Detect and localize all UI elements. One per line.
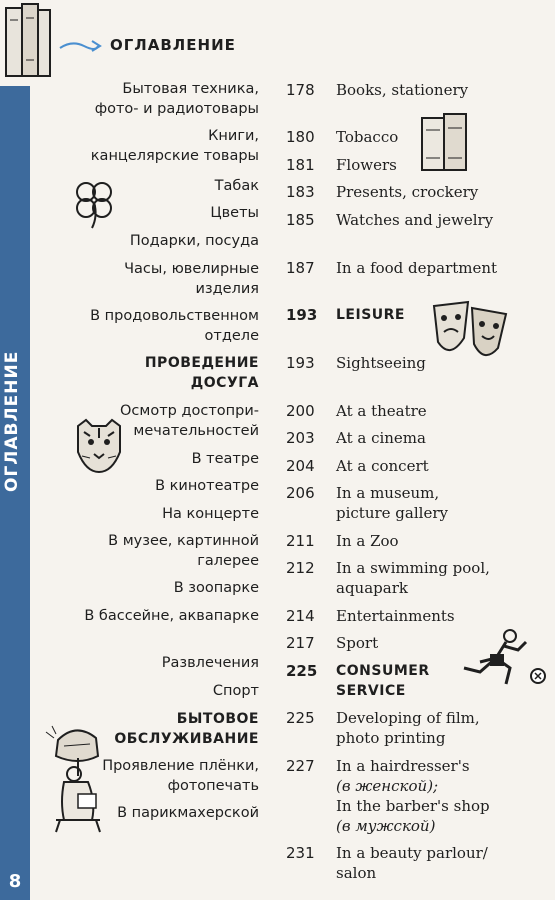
toc-en-entertainments[interactable]: Entertainments xyxy=(336,607,455,625)
toc-page-num[interactable]: 193 xyxy=(286,306,318,324)
toc-ru-cinema: В кинотеатре xyxy=(155,478,259,494)
toc-ru-watches xyxy=(124,259,259,299)
toc-ru-sport: Спорт xyxy=(212,683,259,699)
hair-dryer-icon xyxy=(42,722,110,834)
toc-en-concert[interactable]: At a concert xyxy=(336,457,429,475)
toc-ru-line: галерее xyxy=(197,553,259,569)
books-icon xyxy=(418,108,470,174)
clover-icon xyxy=(72,178,116,230)
side-tab xyxy=(0,86,30,900)
toc-en-sport[interactable]: Sport xyxy=(336,634,379,652)
toc-ru-pool: В бассейне, аквапарке xyxy=(84,608,259,624)
toc-ru-museum xyxy=(108,531,259,571)
toc-ru-line: В продовольственном xyxy=(90,308,259,324)
toc-en-hairdresser[interactable] xyxy=(336,756,551,836)
toc-page-num[interactable]: 204 xyxy=(286,457,315,475)
books-icon xyxy=(4,0,54,80)
theatre-masks-icon xyxy=(428,298,512,368)
toc-ru-line: БЫТОВОЕ xyxy=(176,711,259,727)
toc-ru-sightseeing xyxy=(120,401,259,441)
toc-ru-line: ОБСЛУЖИВАНИЕ xyxy=(114,731,259,747)
toc-ru-appliances xyxy=(95,79,259,119)
toc-en-line: In a beauty parlour/ xyxy=(336,844,488,862)
toc-en-section-leisure[interactable]: LEISURE xyxy=(336,307,405,323)
toc-ru-line: В музее, картинной xyxy=(108,533,259,549)
toc-en-line: In a hairdresser's xyxy=(336,757,470,775)
toc-ru-line: канцелярские товары xyxy=(90,148,259,164)
toc-en-line: photo printing xyxy=(336,729,446,747)
toc-page-num[interactable]: 200 xyxy=(286,402,315,420)
toc-page-num[interactable]: 185 xyxy=(286,211,315,229)
side-tab-label: ОГЛАВЛЕНИЕ xyxy=(2,350,22,492)
toc-page-num[interactable]: 225 xyxy=(286,709,315,727)
toc-en-museum[interactable] xyxy=(336,483,551,523)
toc-en-line: (в женской); xyxy=(336,777,439,795)
toc-en-tobacco[interactable]: Tobacco xyxy=(336,128,399,146)
toc-en-photo[interactable] xyxy=(336,708,551,748)
toc-en-line: salon xyxy=(336,864,377,882)
toc-en-line: picture gallery xyxy=(336,504,448,522)
toc-en-line: Developing of film, xyxy=(336,709,480,727)
toc-en-line: aquapark xyxy=(336,579,408,597)
toc-ru-line: Проявление плёнки, xyxy=(102,758,259,774)
toc-en-watches[interactable]: Watches and jewelry xyxy=(336,211,494,229)
toc-en-beauty[interactable] xyxy=(336,843,551,883)
toc-page-num[interactable]: 231 xyxy=(286,844,315,862)
toc-ru-flowers: Цветы xyxy=(210,205,259,221)
toc-page-num[interactable]: 181 xyxy=(286,156,315,174)
toc-en-cinema[interactable]: At a cinema xyxy=(336,429,426,447)
toc-page-num[interactable]: 225 xyxy=(286,662,318,680)
toc-ru-theatre: В театре xyxy=(191,451,259,467)
toc-page-num[interactable]: 217 xyxy=(286,634,315,652)
toc-ru-entertainments: Развлечения xyxy=(161,655,259,671)
toc-ru-concert: На концерте xyxy=(162,506,259,522)
toc-ru-line: Осмотр достопри- xyxy=(120,403,259,419)
toc-en-pool[interactable] xyxy=(336,558,551,598)
toc-en-books[interactable]: Books, stationery xyxy=(336,81,469,99)
page-title: ОГЛАВЛЕНИЕ xyxy=(110,36,236,54)
toc-en-theatre[interactable]: At a theatre xyxy=(336,402,427,420)
toc-en-presents[interactable]: Presents, crockery xyxy=(336,183,479,201)
toc-en-line: (в мужской) xyxy=(336,817,436,835)
toc-en-food[interactable]: In a food department xyxy=(336,259,498,277)
toc-ru-presents: Подарки, посуда xyxy=(129,233,259,249)
toc-page-num[interactable]: 206 xyxy=(286,484,315,502)
toc-ru-line: Часы, ювелирные xyxy=(124,261,259,277)
toc-ru-photo xyxy=(102,756,259,796)
toc-ru-line: фото- и радиотовары xyxy=(94,101,259,117)
toc-page-num[interactable]: 211 xyxy=(286,532,315,550)
toc-en-sightseeing[interactable]: Sightseeing xyxy=(336,354,426,372)
toc-en-line: CONSUMER xyxy=(336,663,430,679)
toc-ru-line: мечательностей xyxy=(133,423,259,439)
toc-en-line: In a museum, xyxy=(336,484,440,502)
toc-page-num[interactable]: 187 xyxy=(286,259,315,277)
toc-en-flowers[interactable]: Flowers xyxy=(336,156,397,174)
toc-page-num[interactable]: 212 xyxy=(286,559,315,577)
toc-en-line: SERVICE xyxy=(336,683,406,699)
toc-ru-tobacco: Табак xyxy=(214,178,259,194)
toc-page-num[interactable]: 214 xyxy=(286,607,315,625)
arrow-icon xyxy=(58,38,104,54)
runner-icon xyxy=(440,628,548,690)
toc-ru-line: ДОСУГА xyxy=(190,375,259,391)
toc-ru-section-leisure xyxy=(145,353,259,393)
toc-page-num[interactable]: 183 xyxy=(286,183,315,201)
toc-page-num[interactable]: 203 xyxy=(286,429,315,447)
toc-ru-hairdresser: В парикмахерской xyxy=(117,805,259,821)
toc-ru-line: фотопечать xyxy=(167,778,259,794)
toc-ru-line: Бытовая техника, xyxy=(122,81,259,97)
toc-page-num[interactable]: 193 xyxy=(286,354,315,372)
toc-ru-books xyxy=(91,126,259,166)
toc-ru-section-service xyxy=(114,709,259,749)
toc-en-line: In a swimming pool, xyxy=(336,559,490,577)
toc-ru-line: ПРОВЕДЕНИЕ xyxy=(144,355,259,371)
toc-page-num[interactable]: 227 xyxy=(286,757,315,775)
tiger-icon xyxy=(72,416,126,476)
toc-ru-line: отделе xyxy=(204,328,259,344)
toc-ru-zoo: В зоопарке xyxy=(173,580,259,596)
toc-page-num[interactable]: 178 xyxy=(286,81,315,99)
toc-ru-line: Книги, xyxy=(208,128,259,144)
toc-en-line: In the barber's shop xyxy=(336,797,490,815)
toc-page-num[interactable]: 180 xyxy=(286,128,315,146)
page-number: 8 xyxy=(8,871,22,892)
toc-en-zoo[interactable]: In a Zoo xyxy=(336,532,399,550)
toc-ru-food xyxy=(90,306,259,346)
toc-ru-line: изделия xyxy=(195,281,259,297)
